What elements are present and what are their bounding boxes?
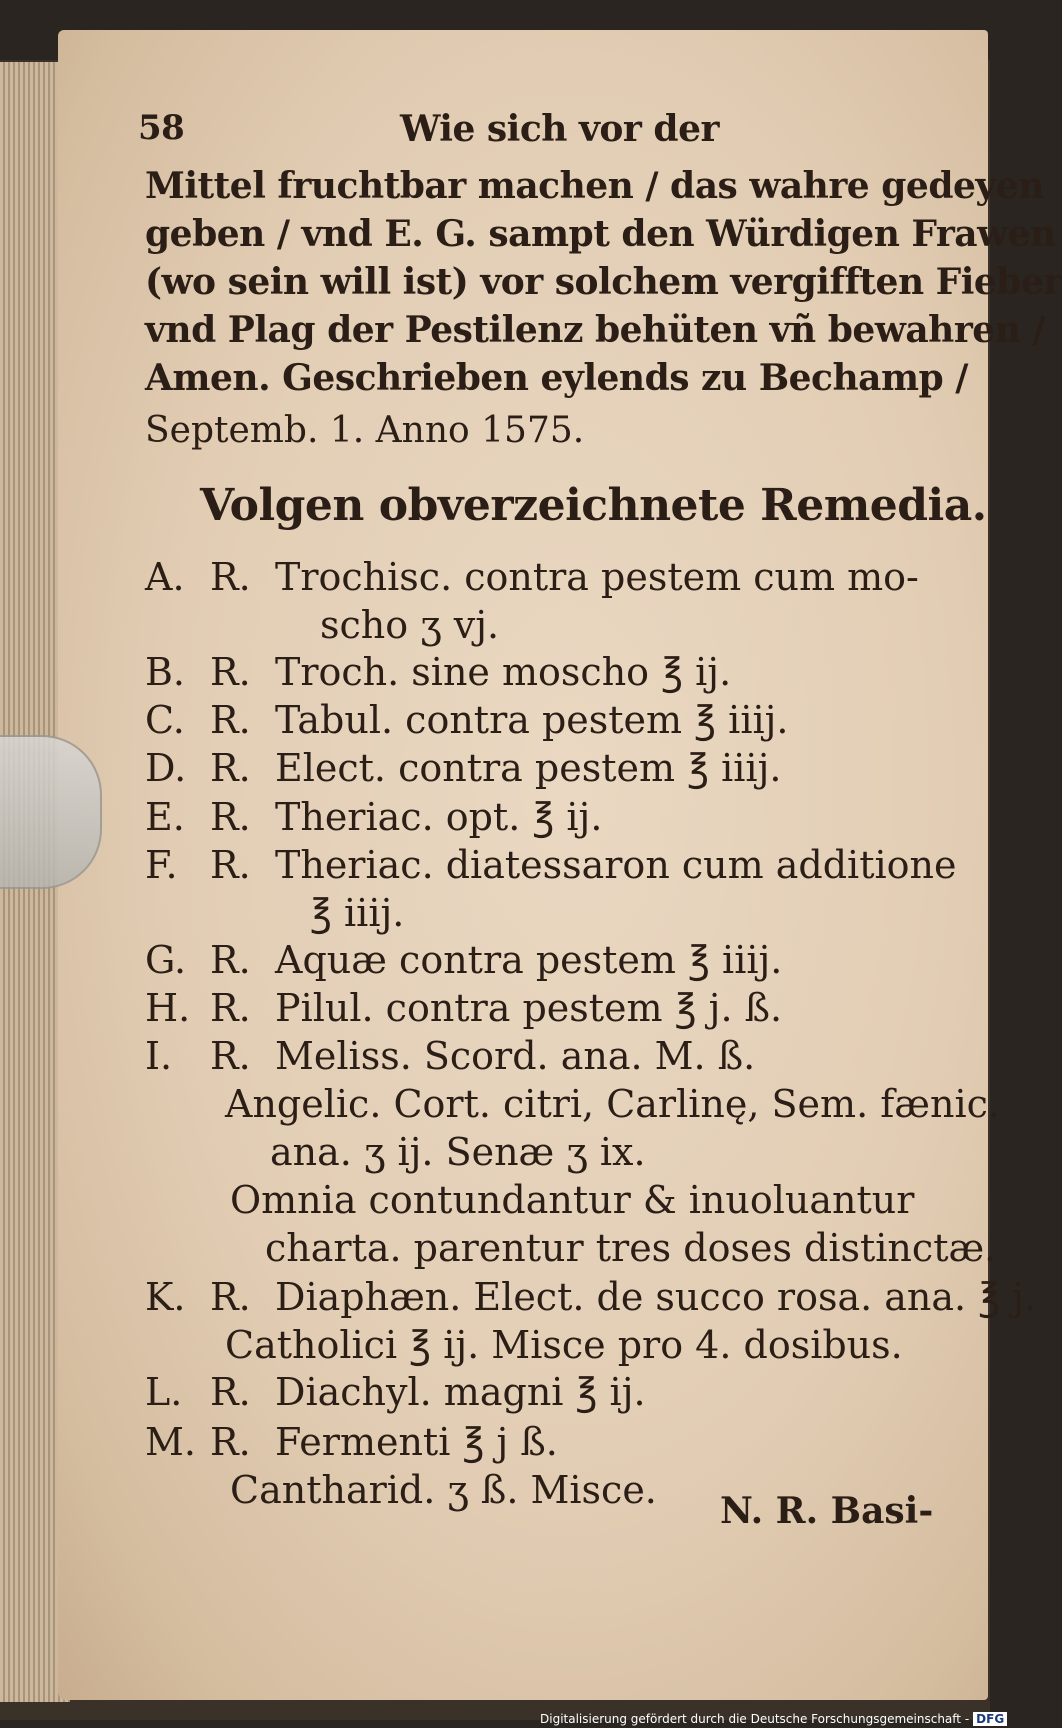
remedy-rx: R. [210,1275,251,1319]
remedy-letter: L. [145,1370,183,1414]
remedy-line: Troch. sine moscho ℥ ij. [275,650,732,694]
remedy-rx: R. [210,698,251,742]
remedy-line: Diachyl. magni ℥ ij. [275,1370,646,1414]
remedy-rx: R. [210,746,251,790]
signature: N. R. Basi- [720,1490,934,1532]
page-number: 58 [138,108,185,148]
remedy-line: Fermenti ℥ j ß. [275,1420,558,1464]
intro-line: (wo sein will ist) vor solchem vergifften Fieber [145,261,1062,303]
remedy-rx: R. [210,1420,251,1464]
remedy-rx: R. [210,555,251,599]
remedy-letter: M. [145,1420,196,1464]
remedy-rx: R. [210,843,251,887]
dfg-logo: DFG [973,1712,1007,1726]
remedy-rx: R. [210,795,251,839]
remedy-line: Trochisc. contra pestem cum mo- [275,555,919,599]
remedy-rx: R. [210,938,251,982]
remedy-line: Elect. contra pestem ℥ iiij. [275,746,782,790]
remedy-rx: R. [210,986,251,1030]
remedy-letter: B. [145,650,186,694]
remedy-line: Theriac. diatessaron cum additione [275,843,957,887]
footer-credit [540,1712,1007,1726]
remedy-line: Omnia contundantur & inuoluantur [230,1178,915,1222]
intro-line: Amen. Geschrieben eylends zu Bechamp / [145,357,968,399]
remedy-letter: A. [145,555,185,599]
intro-line: Mittel fruchtbar machen / das wahre gedeyen [145,165,1044,207]
remedy-letter: G. [145,938,187,982]
remedy-line: Pilul. contra pestem ℥ j. ß. [275,986,783,1030]
running-title: Wie sich vor der [400,108,719,150]
remedy-line: charta. parentur tres doses distinctæ. [265,1226,997,1270]
remedy-line: Diaphæn. Elect. de succo rosa. ana. ℥ j. [275,1275,1037,1319]
remedy-line: scho ʒ vj. [320,603,500,647]
remedy-letter: E. [145,795,185,839]
remedy-line: Tabul. contra pestem ℥ iiij. [275,698,789,742]
remedy-letter: K. [145,1275,186,1319]
remedy-line: Catholici ℥ ij. Misce pro 4. dosibus. [225,1323,903,1367]
remedy-letter: C. [145,698,185,742]
remedy-line: ana. ʒ ij. Senæ ʒ ix. [270,1130,646,1174]
remedy-rx: R. [210,650,251,694]
remedy-letter: H. [145,986,191,1030]
remedy-letter: F. [145,843,178,887]
remedy-line: Meliss. Scord. ana. M. ß. [275,1034,756,1078]
remedy-letter: I. [145,1034,173,1078]
remedy-line: Theriac. opt. ℥ ij. [275,795,603,839]
remedy-letter: D. [145,746,187,790]
intro-line: Septemb. 1. Anno 1575. [145,410,585,451]
remedy-line: ℥ iiij. [310,891,405,935]
remedy-line: Cantharid. ʒ ß. Misce. [230,1468,657,1512]
page-clip [0,735,102,889]
remedy-rx: R. [210,1370,251,1414]
footer-text: Digitalisierung gefördert durch die Deutsche Forschungsgemeinschaft - [540,1712,970,1726]
section-heading: Volgen obverzeichnete Remedia. [200,480,987,531]
remedy-rx: R. [210,1034,251,1078]
remedy-line: Aquæ contra pestem ℥ iiij. [275,938,783,982]
intro-line: vnd Plag der Pestilenz behüten vñ bewahren / [145,309,1046,351]
remedy-line: Angelic. Cort. citri, Carlinę, Sem. fænic. [225,1082,1001,1126]
intro-line: geben / vnd E. G. sampt den Würdigen Frawen [145,213,1056,255]
